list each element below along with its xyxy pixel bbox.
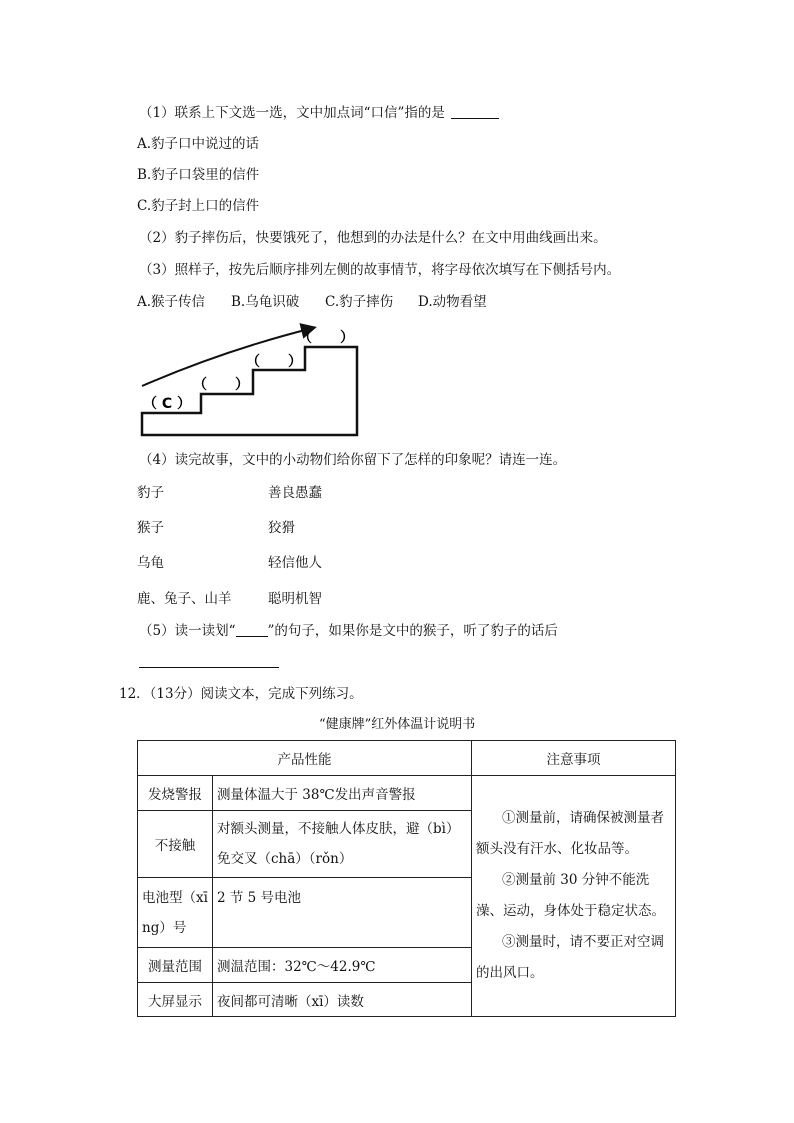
note-2: ②测量前 30 分钟不能洗澡、运动，身体处于稳定状态。 [476,872,665,919]
stair-step-1[interactable]: （ C ） [143,396,192,412]
col-performance: 产品性能 [138,741,472,776]
q3-option-d: D.动物看望 [418,294,487,310]
q1-prompt-text: （1）联系上下文选一选，文中加点词“口信”指的是 [139,105,445,121]
q4-trait-3[interactable]: 轻信他人 [268,555,322,571]
q3-option-b: B.乌龟识破 [231,294,300,310]
row-name: 测量范围 [138,948,213,983]
note-1: ①测量前，请确保被测量者额头没有汗水、化妆品等。 [476,810,664,857]
notes-cell [472,776,676,1017]
q3-option-c: C.豹子摔伤 [325,294,394,310]
row-desc: 2 节 5 号电池 [213,878,472,948]
stair-step-3[interactable]: （ ） [246,354,302,370]
row-name: 大屏显示 [138,983,213,1017]
q4-trait-1[interactable]: 善良愚蠢 [268,485,322,501]
q1-option-c: C.豹子封上口的信件 [137,198,260,214]
row-name: 不接触 [138,811,213,878]
q12-header: 12．（13分）阅读文本，完成下列练习。 [119,686,363,702]
q1-option-a: A.豹子口中说过的话 [137,136,260,152]
q4-animal-leopard[interactable]: 豹子 [137,485,164,501]
q1-answer-blank[interactable] [451,104,499,119]
table-title: “健康牌”红外体温计说明书 [319,717,476,732]
q4-trait-4[interactable]: 聪明机智 [268,591,322,607]
q4-animal-group[interactable]: 鹿、兔子、山羊 [137,591,232,607]
q4-prompt: （4）读完故事，文中的小动物们给你留下了怎样的印象呢？请连一连。 [139,452,567,468]
q5-answer-blank[interactable] [139,667,279,668]
row-desc: 夜间都可清晰（xī）读数 [213,983,472,1017]
col-notes: 注意事项 [472,741,676,776]
row-desc: 对额头测量，不接触人体皮肤，避（bì）免交叉（chā）（rǒn） [213,811,472,878]
q5-prompt-before: （5）读一读划“ [139,623,236,639]
note-3: ③测量时，请不要正对空调的出风口。 [476,934,664,981]
row-name: 发烧警报 [138,776,213,811]
row-desc: 测温范围：32℃～42.9℃ [213,948,472,983]
q3-prompt: （3）照样子，按先后顺序排列左侧的故事情节，将字母依次填写在下侧括号内。 [139,262,621,278]
q4-animal-monkey[interactable]: 猴子 [137,520,164,536]
q2-prompt: （2）豹子摔伤后，快要饿死了，他想到的办法是什么？在文中用曲线画出来。 [139,230,607,246]
row-desc: 测量体温大于 38℃发出声音警报 [213,776,472,811]
q5-underline-marker [236,622,268,637]
q3-option-a: A.猴子传信 [137,294,206,310]
q1-option-b: B.豹子口袋里的信件 [137,167,260,183]
q5-prompt [139,622,558,640]
q1-prompt [139,104,499,122]
stair-step-2[interactable]: （ ） [193,377,249,393]
q4-animal-turtle[interactable]: 乌龟 [137,555,164,571]
table-row [138,776,676,811]
staircase-diagram [135,320,375,440]
table-header-row [138,741,676,776]
stair-step-4[interactable]: （ ） [298,330,354,346]
row-name: 电池型（xī ng）号 [138,878,213,948]
q4-trait-2[interactable]: 狡猾 [268,520,295,536]
q5-prompt-after: ”的句子，如果你是文中的猴子，听了豹子的话后 [267,623,558,639]
spec-table [137,740,676,1017]
